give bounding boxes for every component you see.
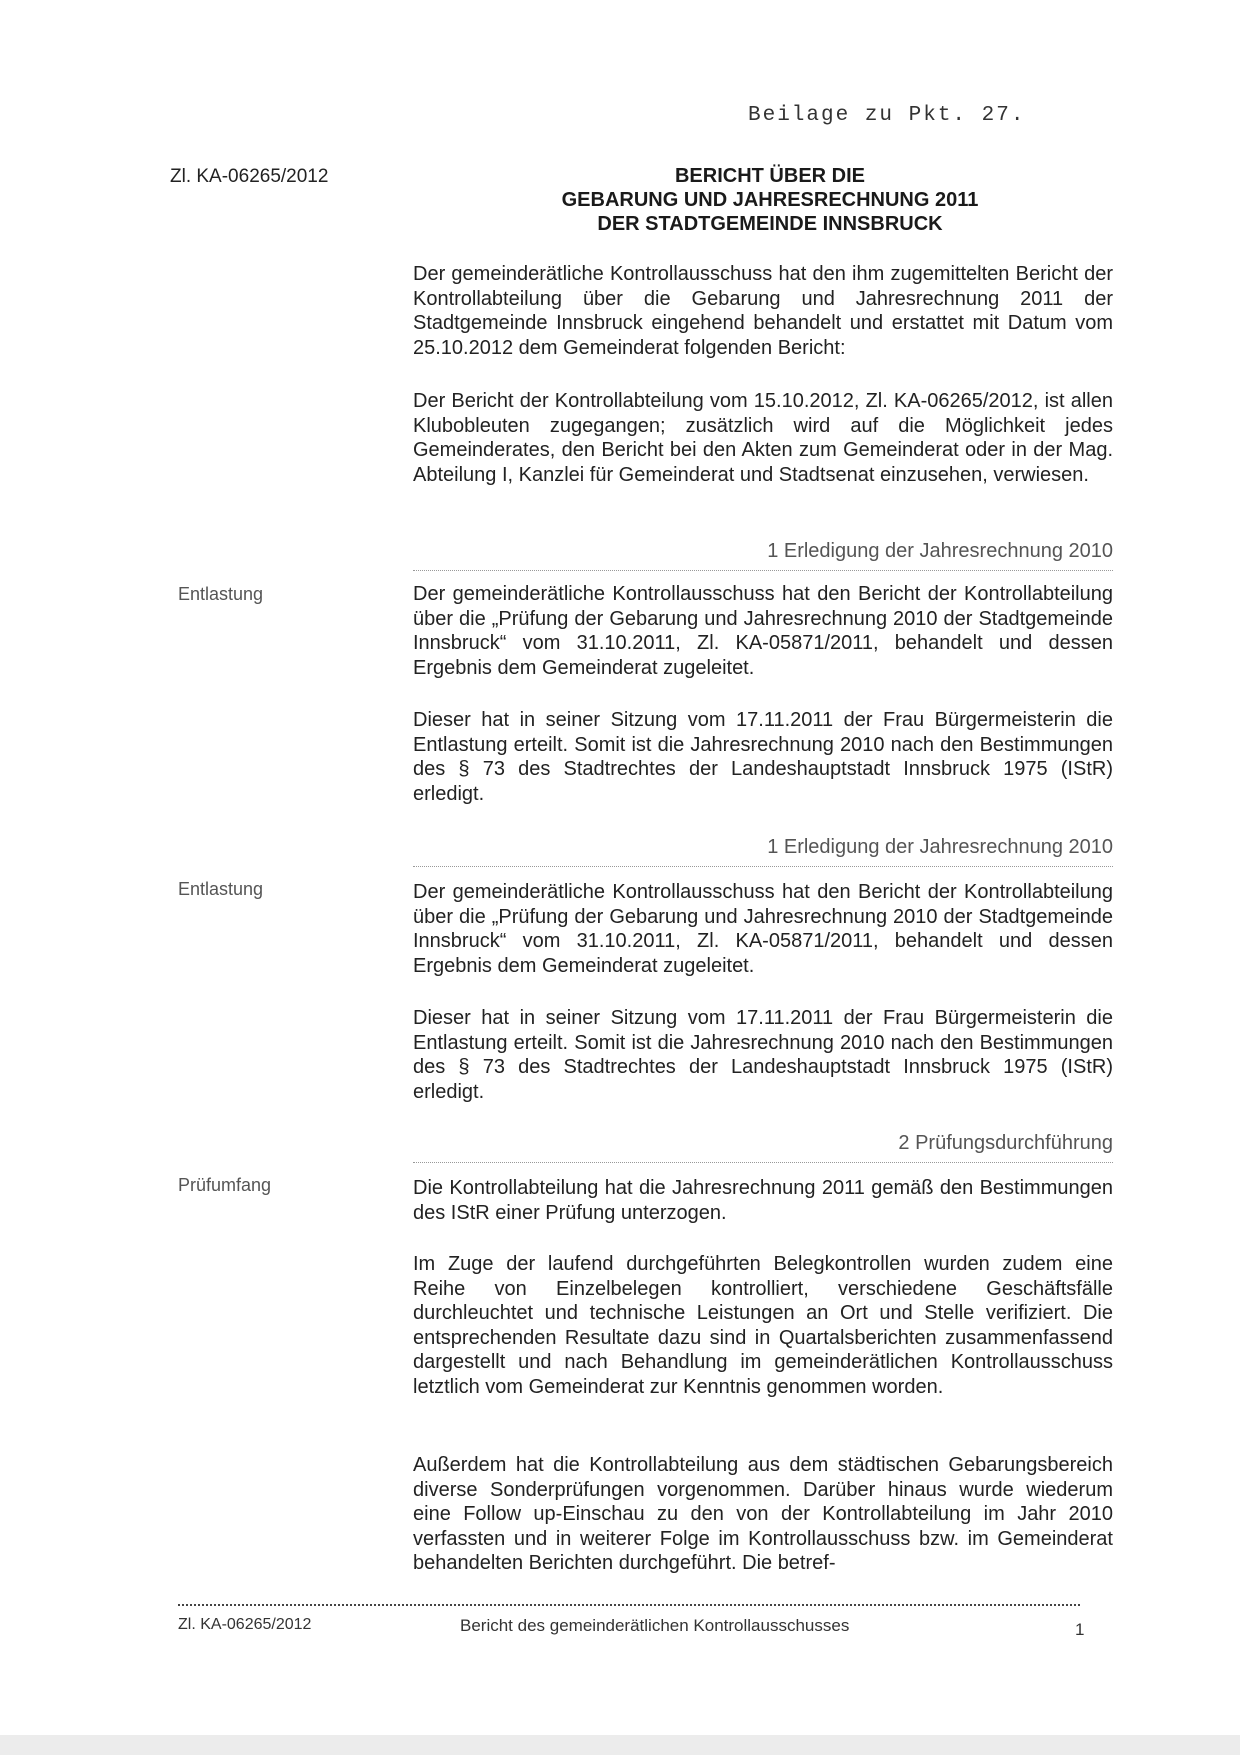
margin-note: Entlastung bbox=[178, 584, 264, 604]
document-title bbox=[520, 164, 1020, 236]
margin-note: Prüfumfang bbox=[178, 1175, 272, 1195]
title-line: DER STADTGEMEINDE INNSBRUCK bbox=[597, 213, 943, 235]
body-paragraph: Dieser hat in seiner Sitzung vom 17.11.2011 der Frau Bürgermeisterin die Entlastung erteilt. Somit ist die Jahresrechnung 2010 nach den Bestimmungen des § 73 des Stadtrechtes der Landeshauptstadt Innsbruck 1975 (IStR) erledigt. bbox=[413, 709, 1113, 805]
title-line: BERICHT ÜBER DIE bbox=[674, 165, 865, 187]
section-heading bbox=[413, 540, 1113, 571]
intro-paragraph: Der Bericht der Kontrollabteilung vom 15.10.2012, Zl. KA-06265/2012, ist allen Klubobleuten zugegangen; zusätzlich wird auf die Möglichkeit jedes Gemeinderates, den Bericht bei den Akten zum Gemeinderat oder in der Mag. Abteilung I, Kanzlei für Gemeinderat und Stadtsenat einzusehen, verwiesen. bbox=[413, 390, 1113, 486]
page-number: 1 bbox=[1075, 1620, 1085, 1639]
body-paragraph: Außerdem hat die Kontrollabteilung aus dem städtischen Gebarungsbereich diverse Sonderprüfungen vorgenommen. Darüber hinaus wurde wiederum eine Follow up-Einschau zu den von der Kontrollabteilung im Jahr 2010 verfassten und in weiterer Folge im Kontrollausschuss bzw. im Gemeinderat behandelten Berichten durchgeführt. Die betref- bbox=[413, 1454, 1113, 1574]
title-line: GEBARUNG UND JAHRESRECHNUNG 2011 bbox=[561, 189, 979, 211]
section-heading-text: 1 Erledigung der Jahresrechnung 2010 bbox=[767, 540, 1113, 562]
body-paragraph: Im Zuge der laufend durchgeführten Belegkontrollen wurden zudem eine Reihe von Einzelbelegen kontrolliert, verschiedene Geschäftsfälle durchleuchtet und technische Leistungen an Ort und Stelle verifiziert. Die entsprechenden Resultate dazu sind in Quartalsberichten zusammenfassend dargestellt und nach Behandlung im gemeinderätlichen Kontrollausschuss letztlich vom Gemeinderat zur Kenntnis genommen worden. bbox=[413, 1253, 1113, 1398]
body-paragraph: Die Kontrollabteilung hat die Jahresrechnung 2011 gemäß den Bestimmungen des IStR einer Prüfung unterzogen. bbox=[413, 1177, 1113, 1224]
footer-divider bbox=[178, 1604, 1080, 1606]
intro-paragraph: Der gemeinderätliche Kontrollausschuss hat den ihm zugemittelten Bericht der Kontrollabteilung über die Gebarung und Jahresrechnung 2011 der Stadtgemeinde Innsbruck eingehend behandelt und erstattet mit Datum vom 25.10.2012 dem Gemeinderat folgenden Bericht: bbox=[413, 263, 1113, 359]
footer-reference: Zl. KA-06265/2012 bbox=[178, 1616, 312, 1633]
section-heading-text: 2 Prüfungsdurchführung bbox=[898, 1132, 1113, 1154]
margin-note: Entlastung bbox=[178, 879, 264, 899]
section-heading-text: 1 Erledigung der Jahresrechnung 2010 bbox=[767, 836, 1113, 858]
footer-title: Bericht des gemeinderätlichen Kontrollausschusses bbox=[460, 1616, 850, 1635]
attachment-stamp: Beilage zu Pkt. 27. bbox=[748, 104, 1026, 127]
reference-number: Zl. KA-06265/2012 bbox=[170, 166, 329, 187]
scan-edge bbox=[0, 1735, 1240, 1755]
body-paragraph: Der gemeinderätliche Kontrollausschuss hat den Bericht der Kontrollabteilung über die „Prüfung der Gebarung und Jahresrechnung 2010 der Stadtgemeinde Innsbruck“ vom 31.10.2011, Zl. KA-05871/2011, behandelt und dessen Ergebnis dem Gemeinderat zugeleitet. bbox=[413, 881, 1113, 977]
body-paragraph: Der gemeinderätliche Kontrollausschuss hat den Bericht der Kontrollabteilung über die „Prüfung der Gebarung und Jahresrechnung 2010 der Stadtgemeinde Innsbruck“ vom 31.10.2011, Zl. KA-05871/2011, behandelt und dessen Ergebnis dem Gemeinderat zugeleitet. bbox=[413, 583, 1113, 679]
section-heading bbox=[413, 836, 1113, 867]
section-heading bbox=[413, 1132, 1113, 1163]
body-paragraph: Dieser hat in seiner Sitzung vom 17.11.2011 der Frau Bürgermeisterin die Entlastung erteilt. Somit ist die Jahresrechnung 2010 nach den Bestimmungen des § 73 des Stadtrechtes der Landeshauptstadt Innsbruck 1975 (IStR) erledigt. bbox=[413, 1007, 1113, 1103]
